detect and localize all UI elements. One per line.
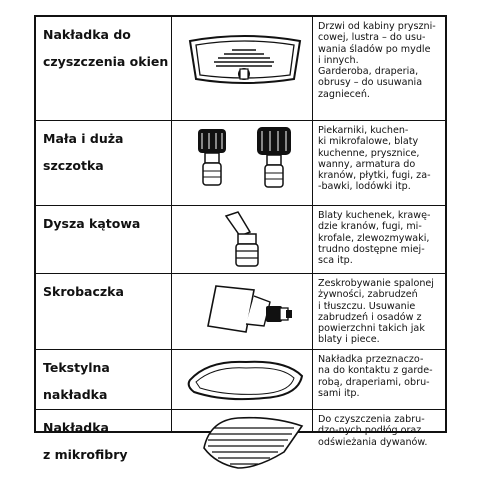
angled-nozzle-icon	[174, 208, 314, 272]
attachment-name: Mała i duża szczotka	[43, 131, 124, 173]
attachment-name: Dysza kątowa	[43, 216, 141, 231]
small-and-large-brush-icon	[174, 123, 314, 203]
table-row	[36, 409, 445, 481]
table-row	[36, 120, 445, 205]
scraper-icon	[174, 276, 314, 348]
table-row	[36, 17, 445, 120]
attachment-description: Blaty kuchenek, krawę- dzie kranów, fugi, mi- krofale, zlewozmywaki, trudno dostępne miej- sca itp.	[318, 210, 431, 267]
attachments-table	[34, 15, 447, 462]
table-row	[36, 349, 445, 409]
attachment-description: Nakładka przeznaczo- na do kontaktu z garde- robą, draperiami, obru- sami itp.	[318, 354, 433, 399]
attachment-description: Zeskrobywanie spalonej żywności, zabrudzeń i tłuszczu. Usuwanie zabrudzeń i osadów z powierzchni takich jak blaty i piece.	[318, 278, 434, 346]
attachment-name: Tekstylna nakładka	[43, 360, 110, 402]
attachment-name: Nakładka do czyszczenia okien	[43, 27, 169, 69]
table-row	[36, 205, 445, 273]
microfiber-pad-icon	[174, 412, 314, 476]
attachment-description: Piekarniki, kuchen- ki mikrofalowe, blaty kuchenne, prysznice, wanny, armatura do kranów, płytki, fugi, za- -bawki, lodówki itp.	[318, 125, 431, 193]
attachment-description: Do czyszczenia zabru- dzo-nych podłóg oraz odświeżania dywanów.	[318, 414, 428, 448]
window-cleaning-attachment-icon	[174, 19, 314, 99]
attachment-name: Skrobaczka	[43, 284, 124, 299]
table-row	[36, 273, 445, 349]
attachment-name: Nakładka z mikrofibry	[43, 420, 128, 462]
attachment-description: Drzwi od kabiny pryszni- cowej, lustra – do usu- wania śladów po mydle i innych. Garderoba, draperia, obrusy – do usuwania zagnieceń.	[318, 21, 436, 100]
textile-cover-icon	[174, 352, 314, 408]
